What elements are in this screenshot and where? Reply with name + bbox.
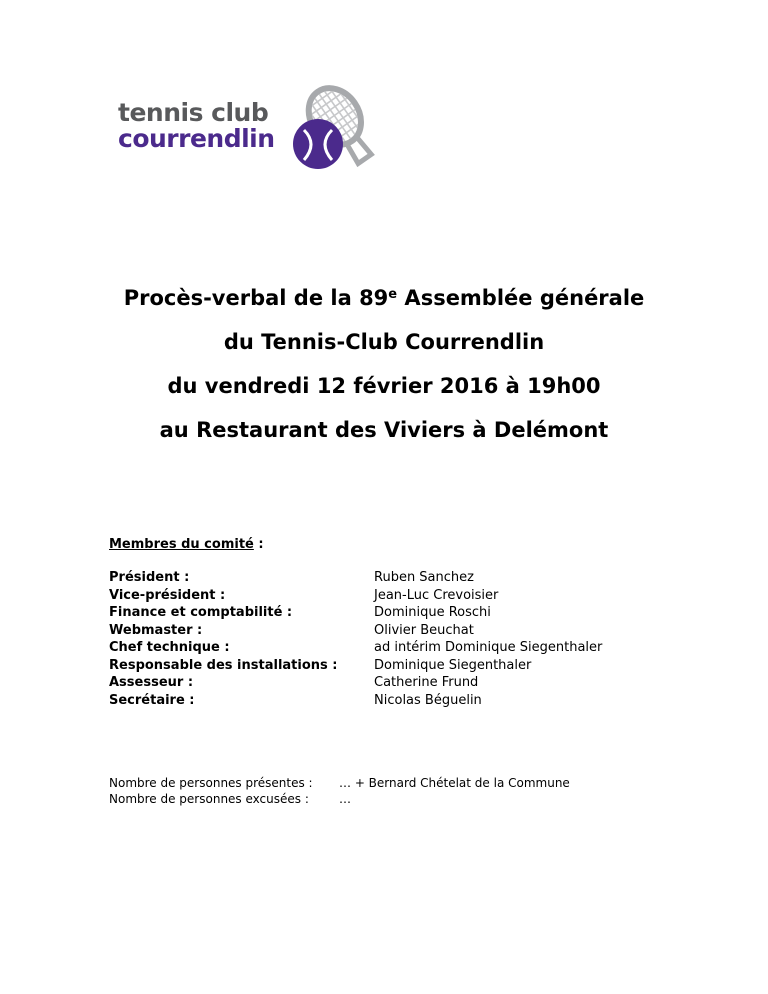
title-line-1: Procès-verbal de la 89e Assemblée générale	[123, 286, 645, 310]
name-finance: Dominique Roschi	[374, 605, 491, 620]
name-vice-president: Jean-Luc Crevoisier	[374, 587, 499, 603]
club-logo	[114, 82, 384, 174]
committee-heading: Membres du comité :	[109, 537, 264, 552]
logo-wordmark	[118, 100, 275, 152]
committee-roles	[109, 569, 338, 709]
role-chef-technique: Chef technique :	[109, 640, 230, 655]
role-finance: Finance et comptabilité :	[109, 605, 293, 620]
document-title	[0, 280, 768, 456]
committee-names	[374, 569, 602, 709]
name-secretaire: Nicolas Béguelin	[374, 692, 482, 708]
present-value: … + Bernard Chételat de la Commune	[339, 776, 570, 790]
name-webmaster: Olivier Beuchat	[374, 622, 474, 638]
role-secretaire: Secrétaire :	[109, 692, 195, 708]
excused-label: Nombre de personnes excusées :	[109, 792, 309, 806]
name-assesseur: Catherine Frund	[374, 675, 479, 690]
role-webmaster: Webmaster :	[109, 622, 203, 638]
role-assesseur: Assesseur :	[109, 675, 194, 690]
logo-line-courrendlin: courrendlin	[118, 124, 275, 153]
role-installations: Responsable des installations :	[109, 657, 338, 673]
attendance-present-row	[109, 775, 570, 791]
role-vice-president: Vice-président :	[109, 587, 226, 603]
attendance-excused-row	[109, 791, 570, 807]
name-installations: Dominique Siegenthaler	[374, 657, 532, 673]
name-president: Ruben Sanchez	[374, 570, 474, 585]
tennis-racket-ball-icon	[284, 82, 384, 174]
present-label: Nombre de personnes présentes :	[109, 776, 313, 790]
title-line-4: au Restaurant des Viviers à Delémont	[159, 418, 609, 442]
title-line-3: du vendredi 12 février 2016 à 19h00	[167, 374, 601, 398]
logo-line-tennis-club: tennis club	[118, 98, 269, 127]
title-line-2: du Tennis-Club Courrendlin	[223, 330, 545, 354]
excused-value: …	[339, 792, 351, 806]
name-chef-technique: ad intérim Dominique Siegenthaler	[374, 640, 603, 655]
role-president: Président :	[109, 570, 190, 585]
attendance-block	[109, 775, 570, 807]
